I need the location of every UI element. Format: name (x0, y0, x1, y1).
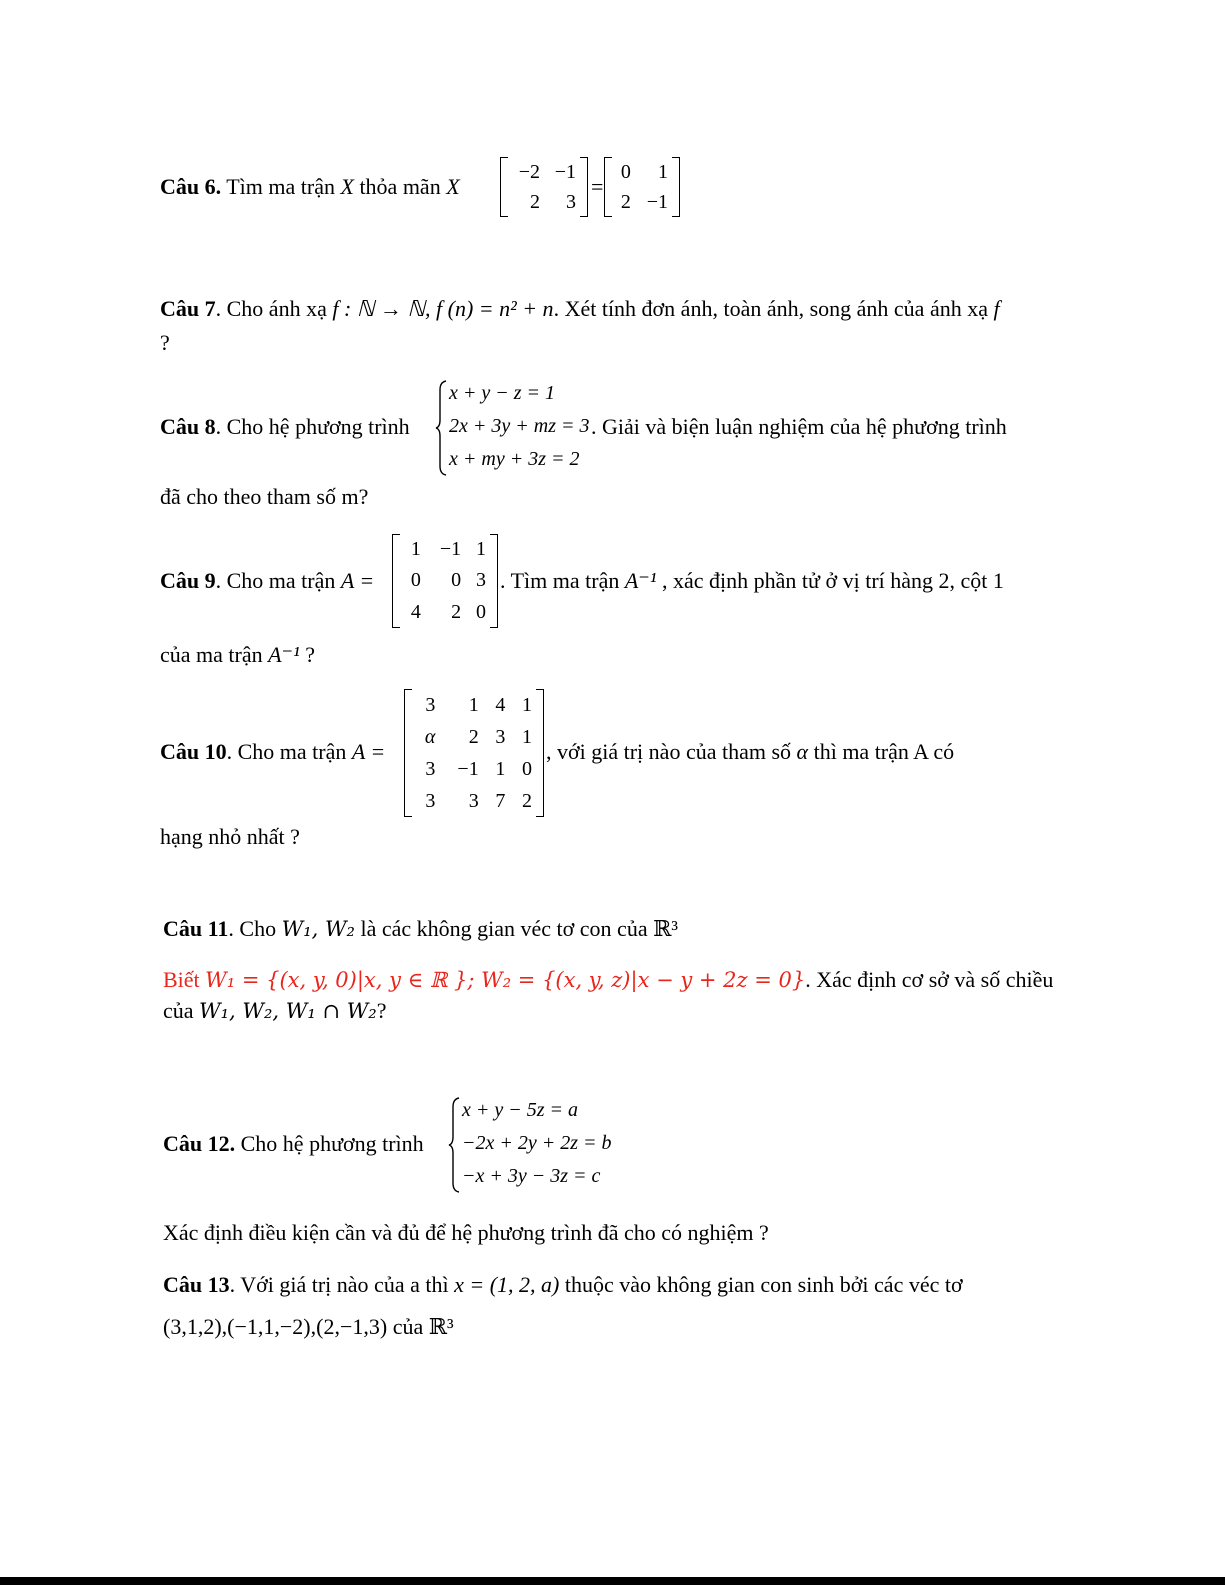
q6-label: Câu 6. (160, 174, 222, 199)
q9-line1b (500, 568, 1004, 594)
q11-w12: W₁, W₂ (281, 917, 355, 941)
cell: 2 (451, 600, 462, 623)
q7-text2: . Xét tính đơn ánh, toàn ánh, song ánh của ánh xạ (553, 296, 994, 321)
cell: 4 (410, 600, 421, 623)
q9-line2 (160, 642, 315, 668)
q8-text: . Cho hệ phương trình (215, 414, 410, 439)
q6-matrix-2 (604, 157, 680, 217)
q11-r3: ℝ³ (653, 916, 678, 941)
cell: −1 (439, 538, 462, 561)
cell: 0 (451, 569, 462, 592)
q11-text2: là các không gian véc tơ con của (354, 916, 654, 941)
q8-system (435, 380, 600, 476)
q9-ainv2: A⁻¹ (268, 642, 300, 667)
q12-label: Câu 12. (163, 1131, 236, 1156)
q11-line3 (163, 998, 386, 1024)
q13-vectors: (3,1,2),(−1,1,−2),(2,−1,3) (163, 1314, 388, 1339)
q7-line2: ? (160, 330, 170, 355)
cell: α (424, 725, 436, 748)
q7-text: . Cho ánh xạ (215, 296, 333, 321)
q10-text: . Cho ma trận (226, 739, 352, 764)
q13-line1 (163, 1272, 963, 1298)
q11-line2 (163, 967, 1053, 993)
q11-text: . Cho (228, 916, 282, 941)
q13-text: . Với giá trị nào của a thì (229, 1272, 455, 1297)
q13-line2 (163, 1314, 454, 1340)
q7-line1 (160, 296, 1000, 322)
cell: 1 (658, 160, 668, 183)
q7-var: f (993, 296, 1000, 321)
cell: 1 (522, 725, 532, 748)
q8-line2: đã cho theo tham số m? (160, 484, 369, 509)
q10-label: Câu 10 (160, 739, 227, 764)
q13-xdef: x = (1, 2, a) (454, 1272, 560, 1297)
q6-text2: thỏa mãn (353, 174, 447, 199)
q9-text3: , xác định phần tử ở vị trí hàng 2, cột 1 (656, 568, 1004, 593)
q12-line2: Xác định điều kiện cần và đủ để hệ phương trình đã cho có nghiệm ? (163, 1220, 769, 1245)
q9-text: . Cho ma trận (215, 568, 341, 593)
q11-biet: Biết (163, 967, 206, 992)
cell: 1 (410, 538, 421, 561)
cell: 1 (476, 538, 486, 561)
q6-text: Tìm ma trận (221, 174, 341, 199)
q13-text2: thuộc vào không gian con sinh bởi các véc tơ (559, 1272, 963, 1297)
q6-line1 (160, 174, 460, 200)
q12-eq-1: x + y − 5z = a (462, 1099, 579, 1121)
cell: −1 (457, 757, 479, 780)
cell: 0 (522, 757, 532, 780)
q9-matrix (392, 534, 498, 628)
q10-text2: , với giá trị nào của tham số (546, 739, 797, 764)
cell: −1 (646, 190, 668, 213)
q8-label: Câu 8 (160, 414, 216, 439)
q9-ainv: A⁻¹ (624, 568, 657, 593)
q11-w-list: W₁, W₂, W₁ ∩ W₂ (199, 999, 377, 1023)
cell: 3 (476, 569, 486, 592)
cell: 3 (566, 190, 576, 213)
q12-system (448, 1097, 623, 1193)
q9-line2-end: ? (299, 642, 316, 667)
q11-line3-text: của (163, 998, 200, 1023)
q8-eq-2: 2x + 3y + mz = 3 (449, 415, 590, 437)
cell: 2 (522, 789, 532, 812)
q10-line2: hạng nhỏ nhất ? (160, 824, 300, 849)
q9-line2-text: của ma trận (160, 642, 269, 667)
q7-formula: f : ℕ → ℕ, f (n) = n² + n (332, 296, 554, 321)
q12-eq-2: −2x + 2y + 2z = b (462, 1132, 612, 1154)
q6-var2: X (446, 174, 460, 199)
bottom-rule (0, 1577, 1225, 1585)
q10-matrix (404, 689, 544, 817)
q6-var: X (340, 174, 354, 199)
cell: 0 (620, 160, 631, 183)
cell: 4 (495, 693, 506, 716)
q11-line2-rest: . Xác định cơ sở và số chiều (805, 967, 1054, 992)
q10-alpha: α (796, 739, 809, 764)
q9-text2: . Tìm ma trận (500, 568, 625, 593)
q7-label: Câu 7 (160, 296, 216, 321)
cell: 1 (522, 693, 532, 716)
cell: 3 (425, 693, 436, 716)
cell: 1 (468, 693, 479, 716)
cell: 7 (495, 789, 506, 812)
q10-line1a (160, 739, 385, 765)
q9-label: Câu 9 (160, 568, 216, 593)
q8-eq-3: x + my + 3z = 2 (449, 448, 580, 470)
q10-line1b (546, 739, 954, 765)
cell: 0 (410, 569, 421, 592)
q13-label: Câu 13 (163, 1272, 230, 1297)
q12-eq-3: −x + 3y − 3z = c (462, 1165, 601, 1187)
cell: 0 (476, 600, 486, 623)
brace-icon (435, 380, 447, 476)
cell: −2 (518, 160, 540, 183)
q11-definitions: W₁ = {(x, y, 0)|x, y ∈ ℝ }; W₂ = {(x, y, z)|x − y + 2z = 0} (205, 968, 806, 992)
cell: 3 (425, 789, 436, 812)
q9-a: A = (340, 568, 375, 593)
q11-line1 (163, 916, 678, 942)
cell: 3 (495, 725, 506, 748)
q10-text3: thì ma trận A có (808, 739, 955, 764)
cell: 2 (468, 725, 479, 748)
q13-r3: ℝ³ (428, 1314, 454, 1339)
q10-a: A = (351, 739, 386, 764)
cell: 2 (530, 190, 540, 213)
q13-text3: của (387, 1314, 429, 1339)
cell: 3 (468, 789, 479, 812)
q6-equals: = (591, 174, 604, 199)
cell: 2 (620, 190, 631, 213)
q11-label: Câu 11 (163, 916, 229, 941)
q9-line1a (160, 568, 374, 594)
cell: 1 (495, 757, 506, 780)
q8-line1b: . Giải và biện luận nghiệm của hệ phương trình (591, 414, 1007, 439)
q12-line1 (163, 1131, 424, 1157)
q8-eq-1: x + y − z = 1 (449, 382, 556, 404)
q6-matrix-1 (500, 157, 588, 217)
brace-icon (448, 1097, 460, 1193)
q12-text: Cho hệ phương trình (235, 1131, 424, 1156)
cell: −1 (554, 160, 576, 183)
q8-line1a (160, 414, 410, 440)
cell: 3 (425, 757, 436, 780)
q11-line3-end: ? (376, 998, 387, 1023)
